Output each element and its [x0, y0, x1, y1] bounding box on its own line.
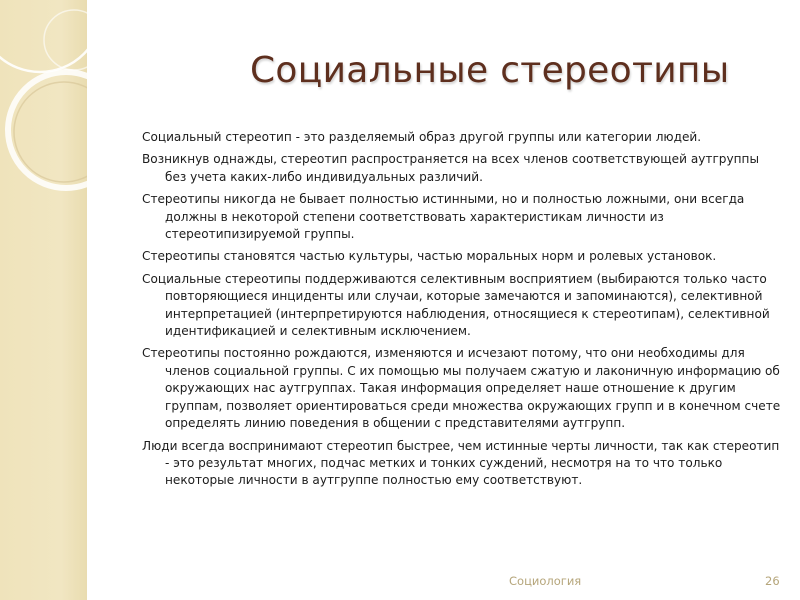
paragraph: Социальные стереотипы поддерживаются селективным восприятием (выбираются только часто повторяющиеся инциденты или случаи, которые замечаются и запоминаются), селективной интерпретацией (интерпретируются наблюдения, относящиеся к стереотипам), селективной идентификацией и селективным исключением.: [142, 271, 770, 339]
paragraph: Стереотипы постоянно рождаются, изменяются и исчезают потому, что они необходимы для членов социальной группы. С их помощью мы получаем сжатую и лаконичную информацию об окружающих нас аутгруппах. Такая информация определяет наше отношение к другим группам, позволяет ориентироваться среди множества окружающих групп и в конечном счете определять линию поведения в общении с представителями аутгрупп.: [142, 346, 781, 431]
slide-body: [142, 129, 782, 495]
footer-subject: Социология: [509, 574, 582, 588]
paragraph: Возникнув однажды, стереотип распространяется на всех членов соответствующей аутгруппы без учета каких-либо индивидуальных различий.: [142, 152, 759, 184]
page-number: 26: [765, 574, 780, 588]
paragraph: Стереотипы никогда не бывает полностью истинными, но и полностью ложными, они всегда должны в некоторой степени соответствовать характеристикам личности из стереотипизируемой группы.: [142, 192, 745, 242]
paragraph: Социальный стереотип - это разделяемый образ другой группы или категории людей.: [142, 130, 702, 144]
decorative-side-band: [0, 0, 87, 600]
slide-title: Социальные стереотипы: [250, 50, 730, 91]
paragraph: Люди всегда воспринимают стереотип быстрее, чем истинные черты личности, так как стереотип - это результат многих, подчас метких и тонких суждений, несмотря на то что только некоторые личности в аутгруппе полностью ему соответствуют.: [142, 438, 780, 488]
paragraph: Стереотипы становятся частью культуры, частью моральных норм и ролевых установок.: [142, 249, 717, 264]
decorative-circles-graphic: [0, 0, 87, 600]
